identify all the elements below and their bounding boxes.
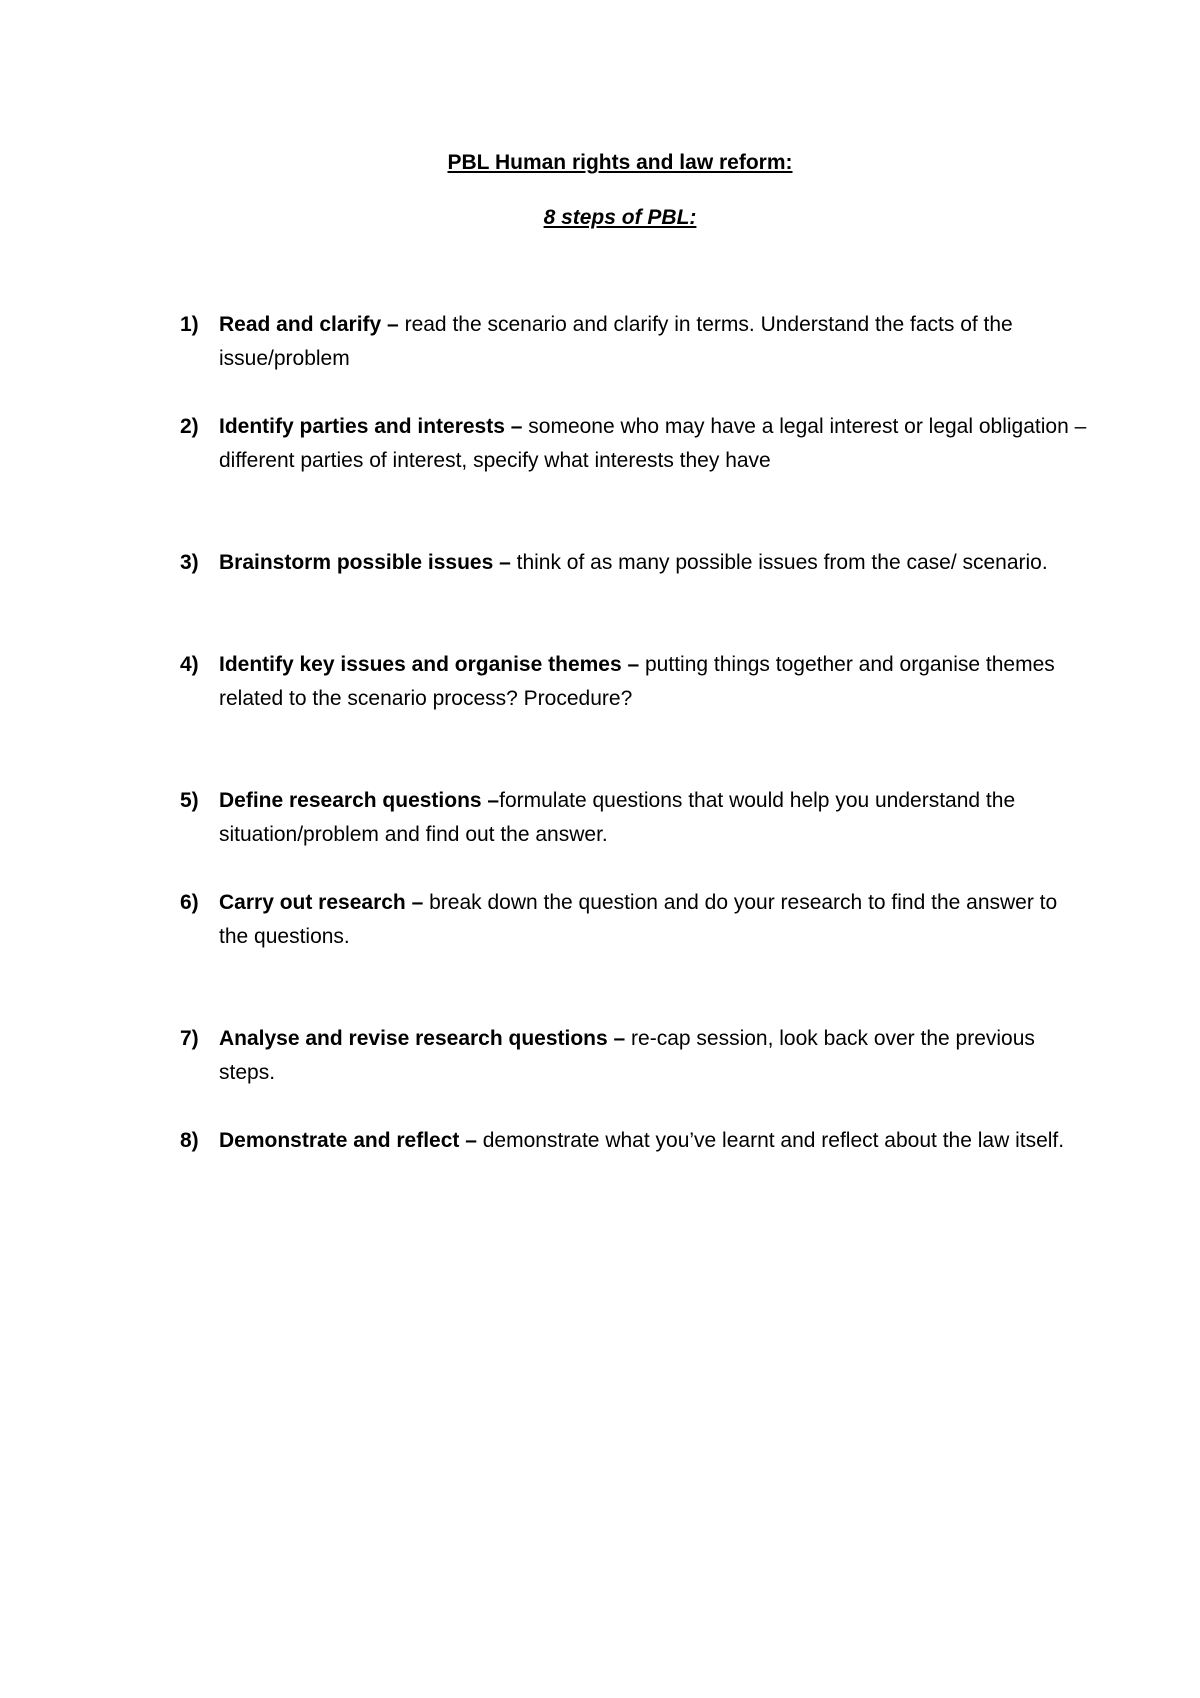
step-heading: Identify parties and interests – (219, 415, 523, 438)
step-description: re-cap session, look back over the previous steps. (219, 1027, 1035, 1084)
step-number: 6) (180, 891, 199, 914)
step-item (180, 1022, 1080, 1090)
step-number: 2) (180, 415, 199, 438)
step-body (219, 410, 1089, 478)
step-heading: Analyse and revise research questions – (219, 1027, 626, 1050)
step-number: 5) (180, 789, 199, 812)
step-description: formulate questions that would help you understand the situation/problem and find out the answer. (219, 789, 1016, 846)
step-item (180, 410, 1087, 478)
step-body (219, 1124, 1089, 1158)
step-heading: Demonstrate and reflect – (219, 1129, 477, 1152)
step-description: someone who may have a legal interest or legal obligation – different parties of interest, specify what interests they have (219, 415, 1087, 472)
step-heading: Brainstorm possible issues – (219, 551, 511, 574)
step-body (219, 784, 1089, 852)
step-body (219, 648, 1089, 716)
document-title: PBL Human rights and law reform: (447, 151, 793, 174)
step-item (180, 546, 1080, 580)
step-description: demonstrate what you’ve learnt and reflect about the law itself. (476, 1129, 1065, 1152)
step-item (180, 784, 1080, 852)
step-number: 1) (180, 313, 199, 336)
step-description: read the scenario and clarify in terms. Understand the facts of the issue/problem (219, 313, 1013, 370)
step-number: 7) (180, 1027, 199, 1050)
step-body (219, 886, 1089, 954)
step-description: break down the question and do your research to find the answer to the questions. (219, 891, 1058, 948)
step-heading: Carry out research – (219, 891, 424, 914)
step-item (180, 1124, 1080, 1158)
step-heading: Read and clarify – (219, 313, 399, 336)
step-item (180, 308, 1080, 376)
step-number: 3) (180, 551, 199, 574)
document-subtitle: 8 steps of PBL: (543, 206, 697, 229)
step-heading: Define research questions – (219, 789, 500, 812)
step-item (180, 648, 1080, 716)
step-description: think of as many possible issues from the case/ scenario. (510, 551, 1048, 574)
step-description: putting things together and organise themes related to the scenario process? Procedure? (219, 653, 1055, 710)
step-body (219, 308, 1089, 376)
step-heading: Identify key issues and organise themes – (219, 653, 640, 676)
step-body (219, 1022, 1089, 1090)
step-number: 8) (180, 1129, 199, 1152)
step-body (219, 546, 1089, 580)
step-item (180, 886, 1080, 954)
step-number: 4) (180, 653, 199, 676)
